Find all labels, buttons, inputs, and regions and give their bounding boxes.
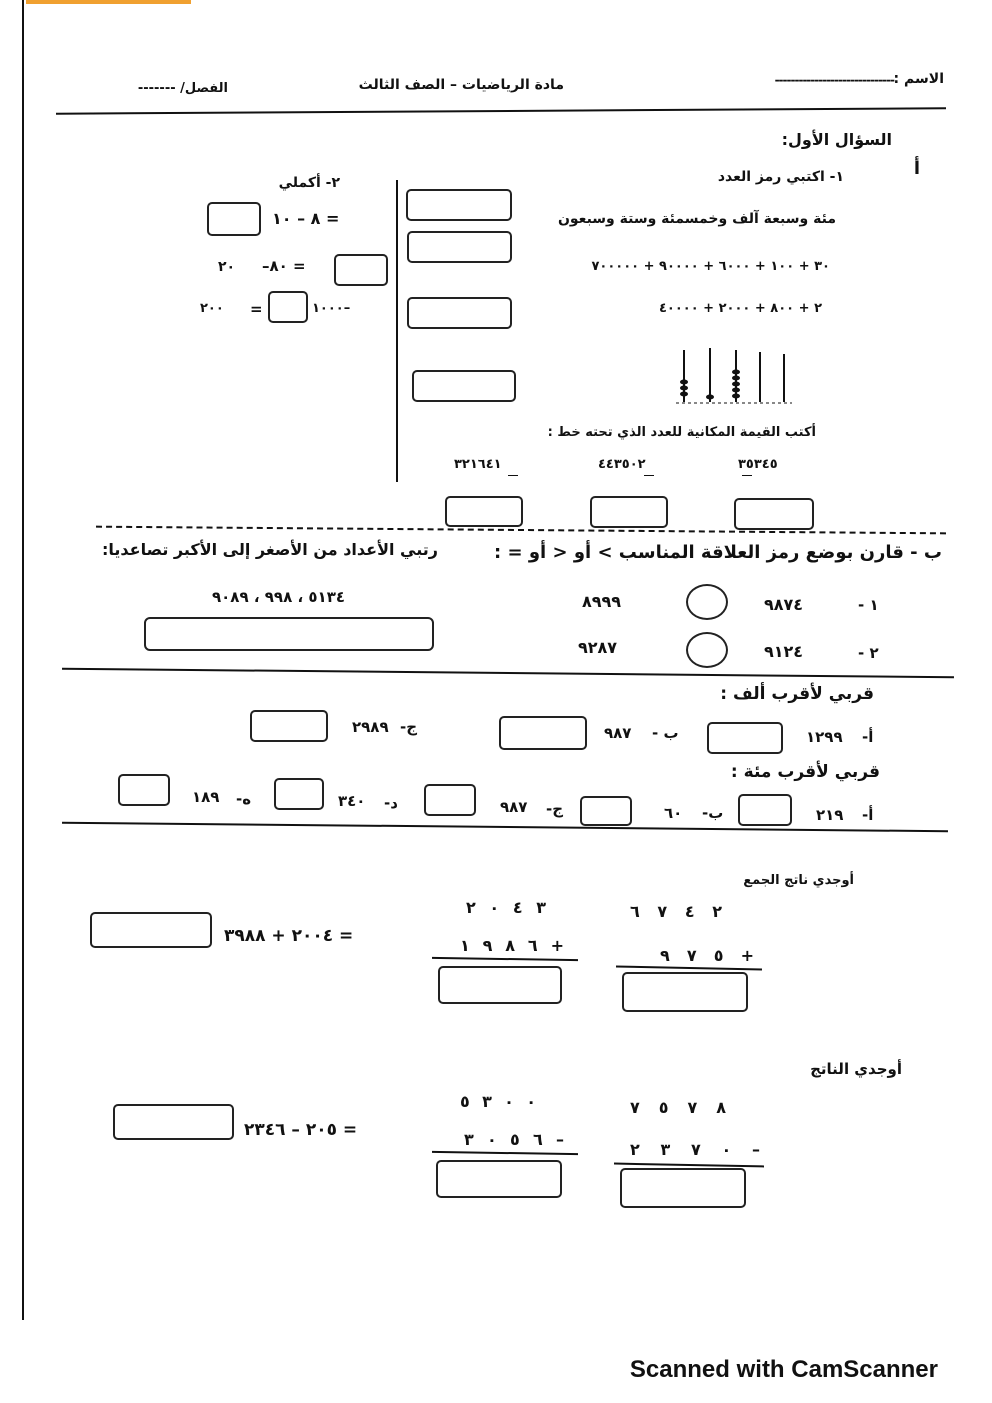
digit: ٥ (713, 946, 724, 965)
round-hundred-value-e: ١٨٩ (192, 788, 220, 806)
complete-title: ٢- أكملي (278, 175, 340, 191)
compare-row-2-right: ٩٢٨٧ (578, 638, 618, 657)
subtraction-col-2-top (460, 1092, 536, 1111)
dashed-divider (96, 526, 946, 535)
round-thousand-label-c: ج- (400, 718, 418, 736)
complete-box-3[interactable] (268, 291, 308, 323)
place-value-title: أكتب القيمة المكانية للعدد الذي تحته خط : (547, 425, 816, 440)
name-label: الاسم : (893, 71, 944, 87)
digit: ٣ (660, 1140, 671, 1159)
answer-box-1[interactable] (406, 189, 512, 221)
round-thousand-title: قربي لأقرب ألف : (720, 684, 874, 704)
write-symbol-title: ١- اكتبي رمز العدد (717, 169, 844, 185)
subtraction-equation-answer[interactable] (113, 1104, 234, 1140)
complete-box-2[interactable] (334, 254, 388, 286)
digit: ٥ (460, 1092, 470, 1111)
name-blank: ------------------------------ (774, 73, 894, 87)
scanner-footer: Scanned with CamScanner (629, 1356, 938, 1383)
place-value-number-1: ٣٢١٦٤١ (454, 457, 502, 472)
subtraction-col-1-bottom (630, 1140, 760, 1159)
digit: ٧ (687, 1098, 698, 1117)
compare-row-1-label: ١ - (858, 596, 879, 614)
order-numbers: ٥١٣٤ ، ٩٩٨ ، ٩٠٨٩ (212, 588, 346, 606)
divider-after-compare (62, 668, 954, 679)
round-hundred-box-c[interactable] (424, 784, 476, 816)
round-hundred-label-e: ه- (236, 790, 252, 808)
digit: ٨ (716, 1098, 726, 1117)
round-hundred-value-d: ٣٤٠ (338, 792, 366, 810)
minus-sign: – (556, 1130, 564, 1149)
addition-equation-answer[interactable] (90, 912, 212, 948)
round-hundred-value-b: ٦٠ (664, 804, 683, 822)
digit: ٩ (482, 936, 493, 955)
digit: ٢ (630, 1140, 640, 1159)
round-hundred-value-c: ٩٨٧ (500, 798, 528, 816)
digit: ٦ (533, 1130, 543, 1149)
round-thousand-label-b: ب - (652, 724, 679, 742)
digit: ٣ (482, 1092, 492, 1111)
digit: ٣ (464, 1130, 474, 1149)
place-value-number-2: ٤٤٣٥٠٢ (598, 457, 646, 472)
subtraction-col-2-line (432, 1151, 578, 1155)
compare-row-1-left: ٩٨٧٤ (764, 595, 804, 614)
addition-col-1-line (616, 965, 762, 970)
compare-row-1-right: ٨٩٩٩ (582, 592, 622, 611)
part-a-label: أ (913, 158, 920, 179)
round-thousand-box-c[interactable] (250, 710, 328, 742)
digit: ٠ (487, 1130, 497, 1149)
digit: ٧ (657, 902, 668, 921)
digit: ٦ (527, 936, 538, 955)
digit: ٠ (721, 1140, 732, 1159)
round-hundred-box-b[interactable] (580, 796, 632, 826)
digit: ٠ (526, 1092, 536, 1111)
round-hundred-label-a: أ- (862, 806, 874, 824)
digit: ٧ (686, 946, 697, 965)
digit: ٥ (510, 1130, 520, 1149)
addition-title: أوجدي ناتج الجمع (743, 873, 854, 888)
digit: ٤ (512, 898, 523, 917)
addition-col-1-bottom (660, 946, 754, 965)
round-hundred-box-d[interactable] (274, 778, 324, 810)
subtraction-col-1-answer[interactable] (620, 1168, 746, 1208)
complete-box-1[interactable] (207, 202, 261, 236)
order-answer-box[interactable] (144, 617, 434, 651)
round-hundred-value-a: ٢١٩ (816, 806, 844, 824)
section-divider-vertical (396, 180, 398, 482)
place-value-box-3[interactable] (734, 498, 814, 530)
header-divider (56, 107, 946, 114)
round-hundred-title: قربي لأقرب مئة : (730, 762, 880, 782)
digit: ٠ (504, 1092, 514, 1111)
complete-eq-2: = ٨٠– (262, 257, 306, 275)
plus-sign: + (550, 936, 564, 955)
addition-equation: = ٢٠٠٤ + ٣٩٨٨ (224, 926, 354, 946)
write-symbol-item-3: ٢ + ٨٠٠ + ٢٠٠٠ + ٤٠٠٠٠ (658, 301, 822, 316)
underline-digit-2 (644, 475, 654, 476)
answer-box-abacus[interactable] (412, 370, 516, 402)
subtraction-col-1-line (614, 1163, 764, 1168)
place-value-number-3: ٣٥٣٤٥ (738, 457, 778, 472)
round-thousand-label-a: أ- (862, 728, 874, 746)
addition-col-2-line (432, 957, 578, 961)
digit: ٢ (712, 902, 722, 921)
round-hundred-box-e[interactable] (118, 774, 170, 806)
compare-row-2-label: ٢ - (858, 644, 879, 662)
round-thousand-value-a: ١٢٩٩ (806, 728, 843, 746)
place-value-box-2[interactable] (590, 496, 668, 528)
digit: ٥ (658, 1098, 669, 1117)
place-value-box-1[interactable] (445, 496, 523, 527)
round-hundred-label-d: د- (384, 794, 398, 812)
compare-circle-1[interactable] (686, 584, 728, 620)
digit: ٨ (505, 936, 516, 955)
accent-corner (26, 0, 191, 4)
digit: ٢ (466, 898, 476, 917)
order-title: رتبي الأعداد من الأصغر إلى الأكبر تصاعديا: (101, 540, 438, 559)
round-thousand-value-c: ٢٩٨٩ (352, 718, 389, 736)
question-one-title: السؤال الأول: (781, 130, 892, 149)
complete-eq-1: = ٨ – ١٠ (272, 209, 340, 228)
addition-col-1-top (630, 902, 722, 921)
digit: ٦ (630, 902, 640, 921)
compare-title: ب - قارن بوضع رمز العلاقة المناسب > أو < أو = : (494, 542, 942, 563)
round-thousand-box-b[interactable] (499, 716, 587, 750)
subtraction-col-1-top (630, 1098, 726, 1117)
digit: ٣ (536, 898, 546, 917)
digit: ٧ (691, 1140, 701, 1159)
addition-col-2-top (466, 898, 546, 917)
round-thousand-box-a[interactable] (707, 722, 783, 754)
complete-eq-3-tail: –١٠٠٠ (312, 301, 351, 316)
page-border-left (22, 0, 24, 1320)
subtraction-equation: = ٢٠٥ – ٢٣٤٦ (244, 1120, 358, 1140)
subtraction-title: أوجدي الناتج (810, 1060, 902, 1078)
compare-circle-2[interactable] (686, 632, 728, 668)
answer-box-2[interactable] (407, 231, 512, 263)
plus-sign: + (740, 946, 754, 965)
addition-col-1-answer[interactable] (622, 972, 748, 1012)
round-hundred-label-c: ج- (546, 800, 564, 818)
digit: ٤ (684, 902, 695, 921)
digit: ٩ (660, 946, 670, 965)
complete-eq-2-result: ٢٠ (218, 259, 236, 275)
subtraction-col-2-answer[interactable] (436, 1160, 562, 1198)
underline-digit-1 (508, 475, 518, 476)
round-thousand-value-b: ٩٨٧ (604, 724, 632, 742)
minus-sign: – (752, 1140, 760, 1159)
complete-eq-3: = (250, 300, 263, 318)
addition-col-2-bottom (460, 936, 564, 955)
abacus-illustration (672, 348, 796, 406)
complete-eq-3-result: ٢٠٠ (200, 301, 224, 316)
digit: ١ (460, 936, 470, 955)
answer-box-3[interactable] (407, 297, 512, 329)
addition-col-2-answer[interactable] (438, 966, 562, 1004)
digit: ٠ (489, 898, 500, 917)
write-symbol-item-1: مئة وسبعة آلف وخمسمئة وستة وسبعون (557, 211, 836, 227)
write-symbol-item-2: ٣٠ + ١٠٠ + ٦٠٠٠ + ٩٠٠٠٠ + ٧٠٠٠٠٠ (591, 259, 830, 274)
subject-title: مادة الرياضيات – الصف الثالث (358, 77, 564, 93)
class-label: الفصل/ ------- (137, 81, 228, 96)
compare-row-2-left: ٩١٢٤ (764, 642, 804, 661)
digit: ٧ (630, 1098, 640, 1117)
round-hundred-label-b: ب- (702, 804, 724, 822)
underline-digit-3 (742, 475, 752, 476)
subtraction-col-2-bottom (464, 1130, 564, 1149)
round-hundred-box-a[interactable] (738, 794, 792, 826)
